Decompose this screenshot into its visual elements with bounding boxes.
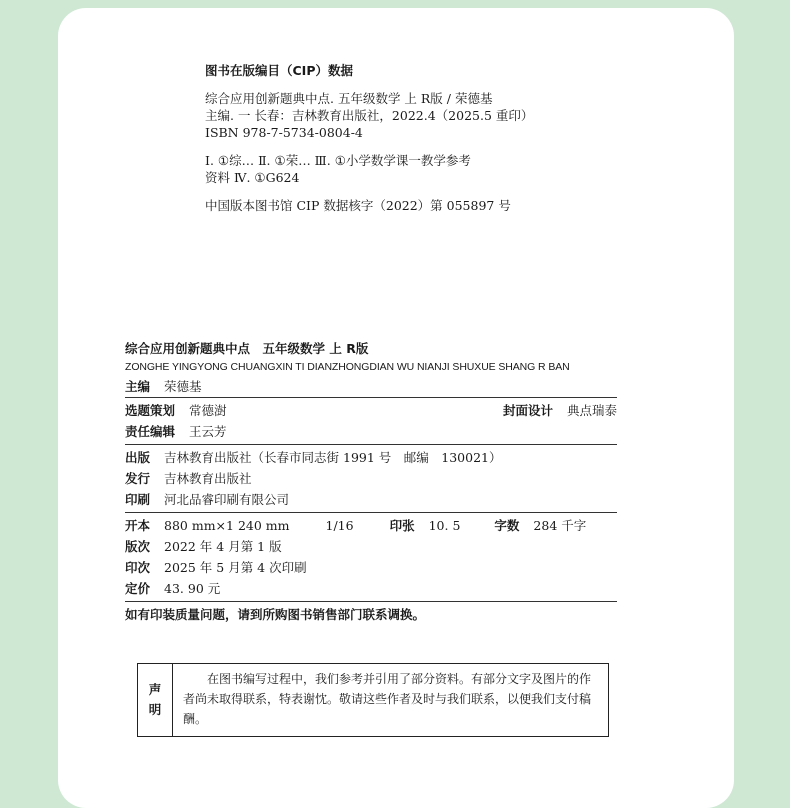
statement-label [138, 664, 173, 736]
cover-label: 封面设计 [502, 403, 553, 418]
words-value: 284 千字 [533, 518, 587, 533]
format-row [125, 515, 617, 536]
distributor-label: 发行 [125, 471, 151, 486]
cip-line: Ⅰ. ①综… Ⅱ. ①荣… Ⅲ. ①小学数学课一教学参考 [205, 153, 471, 168]
cip-line: 主编. 一 长春：吉林教育出版社，2022.4（2025.5 重印） [205, 108, 534, 123]
sheets-label: 印张 [389, 518, 415, 533]
editor-value: 荣德基 [164, 379, 202, 394]
planning-row [125, 400, 617, 421]
cip-line: 资料 Ⅳ. ①G624 [205, 170, 300, 185]
printer-value: 河北品睿印刷有限公司 [164, 492, 290, 507]
words-label: 字数 [494, 518, 520, 533]
colophon [125, 340, 617, 625]
printing-row [125, 557, 617, 578]
editor-row [125, 376, 617, 397]
editor-label: 主编 [125, 379, 151, 394]
sheets-value: 10. 5 [428, 518, 461, 533]
specs-block [125, 512, 617, 601]
statement-label-char: 声 [148, 682, 162, 697]
publisher-label: 出版 [125, 450, 151, 465]
printer-label: 印刷 [125, 492, 151, 507]
publisher-row [125, 447, 617, 468]
format-size: 880 mm×1 240 mm [164, 518, 290, 533]
staff-block [125, 397, 617, 444]
planning-label: 选题策划 [125, 403, 176, 418]
printing-label: 印次 [125, 560, 151, 575]
cip-block [205, 62, 533, 214]
cip-line: ISBN 978-7-5734-0804-4 [205, 125, 363, 140]
cip-title: 图书在版编目（CIP）数据 [205, 63, 353, 78]
price-row [125, 578, 617, 599]
planning-value: 常德澍 [189, 403, 227, 418]
book-pinyin: ZONGHE YINGYONG CHUANGXIN TI DIANZHONGDIAN WU NIANJI SHUXUE SHANG R BAN [125, 361, 570, 373]
edition-label: 版次 [125, 539, 151, 554]
cip-line: 中国版本图书馆 CIP 数据核字（2022）第 055897 号 [205, 198, 511, 213]
statement-label-char: 明 [148, 702, 162, 717]
price-value: 43. 90 元 [164, 581, 221, 596]
format-fold: 1/16 [325, 518, 354, 533]
edition-value: 2022 年 4 月第 1 版 [164, 539, 282, 554]
distributor-row [125, 468, 617, 489]
quality-notice: 如有印装质量问题，请到所购图书销售部门联系调换。 [125, 607, 426, 622]
statement-text: 在图书编写过程中，我们参考并引用了部分资料。有部分文字及图片的作者尚未取得联系，特表谢忱。敬请这些作者及时与我们联系，以便我们支付稿酬。 [183, 672, 592, 726]
cover-value: 典点瑞泰 [566, 403, 617, 418]
distributor-value: 吉林教育出版社 [164, 471, 252, 486]
responsible-label: 责任编辑 [125, 424, 176, 439]
price-label: 定价 [125, 581, 151, 596]
printing-value: 2025 年 5 月第 4 次印刷 [164, 560, 307, 575]
printer-row [125, 489, 617, 510]
responsible-row [125, 421, 617, 442]
cip-line: 综合应用创新题典中点. 五年级数学 上 R版 / 荣德基 [205, 91, 493, 106]
publishing-block [125, 444, 617, 512]
responsible-value: 王云芳 [189, 424, 227, 439]
publisher-value: 吉林教育出版社（长春市同志街 1991 号 邮编 130021） [164, 450, 502, 465]
edition-row [125, 536, 617, 557]
format-label: 开本 [125, 518, 151, 533]
book-title: 综合应用创新题典中点 五年级数学 上 R版 [125, 341, 369, 356]
statement-box [137, 663, 609, 737]
